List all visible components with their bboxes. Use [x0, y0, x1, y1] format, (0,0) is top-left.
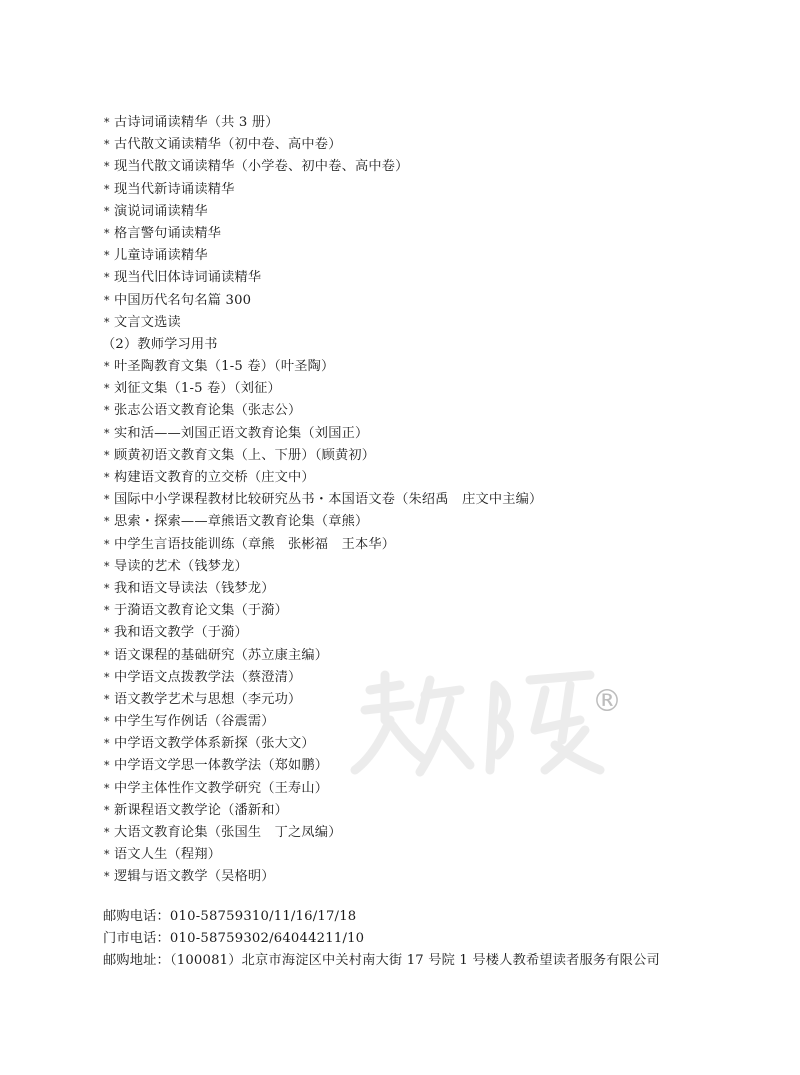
bullet-marker: *: [104, 715, 110, 729]
list-item-text: 国际中小学课程教材比较研究丛书・本国语文卷（朱绍禹 庄文中主编）: [114, 492, 543, 508]
book-list-item: [104, 156, 744, 178]
list-item-text: 语文教学艺术与思想（李元功）: [114, 691, 302, 707]
list-item-text: 中国历代名句名篇 300: [114, 292, 252, 308]
bullet-marker: *: [104, 382, 110, 396]
book-list-item: [104, 245, 744, 267]
list-item-text: 于漪语文教育论文集（于漪）: [114, 603, 289, 619]
bullet-marker: *: [104, 160, 110, 174]
book-list-item: [104, 489, 744, 511]
list-item-text: 刘征文集（1-5 卷）（刘征）: [114, 381, 281, 397]
mail-order-phone: 邮购电话：010-58759310/11/16/17/18: [103, 909, 357, 924]
list-item-text: 文言文选读: [114, 314, 181, 330]
bullet-marker: *: [104, 692, 110, 706]
bullet-marker: *: [104, 182, 110, 196]
book-list-item: [104, 201, 744, 223]
bullet-marker: *: [104, 537, 110, 551]
list-item-text: （2）教师学习用书: [102, 336, 218, 352]
bullet-marker: *: [104, 315, 110, 329]
list-item-text: 中学主体性作文教学研究（王寿山）: [114, 780, 329, 796]
bullet-marker: *: [104, 426, 110, 440]
book-list-item: [104, 134, 744, 156]
bullet-marker: *: [104, 493, 110, 507]
bullet-marker: *: [104, 448, 110, 462]
store-phone: 门市电话：010-58759302/64044211/10: [103, 931, 365, 946]
bullet-marker: *: [104, 249, 110, 263]
list-item-text: 古代散文诵读精华（初中卷、高中卷）: [114, 137, 342, 153]
bullet-marker: *: [104, 559, 110, 573]
mail-order-address: 邮购地址：（100081）北京市海淀区中关村南大街 17 号院 1 号楼人教希望读者服务有限公司: [103, 953, 660, 968]
publisher-logo-watermark: [330, 660, 630, 790]
list-item-text: 顾黄初语文教育文集（上、下册）（顾黄初）: [114, 447, 376, 463]
list-item-text: 叶圣陶教育文集（1-5 卷）（叶圣陶）: [114, 359, 335, 375]
book-list-item: [104, 556, 744, 578]
book-list-item: [104, 400, 744, 422]
list-item-text: 现当代新诗诵读精华: [114, 181, 235, 197]
bullet-marker: *: [104, 626, 110, 640]
book-list-item: [104, 112, 744, 134]
bullet-marker: *: [104, 271, 110, 285]
list-item-text: 新课程语文教学论（潘新和）: [114, 802, 289, 818]
book-list-item: [104, 445, 744, 467]
bullet-marker: *: [104, 138, 110, 152]
bullet-marker: *: [104, 204, 110, 218]
bullet-marker: *: [104, 293, 110, 307]
bullet-marker: *: [104, 581, 110, 595]
bullet-marker: *: [104, 360, 110, 374]
book-list-item: [104, 600, 744, 622]
book-list-item: [104, 179, 744, 201]
list-item-text: 格言警句诵读精华: [114, 225, 222, 241]
bullet-marker: *: [104, 870, 110, 884]
list-item-text: 逻辑与语文教学（吴格明）: [114, 869, 275, 885]
list-item-text: 中学语文点拨教学法（蔡澄清）: [114, 669, 302, 685]
bullet-marker: *: [104, 803, 110, 817]
list-item-text: 构建语文教育的立交桥（庄文中）: [114, 470, 315, 485]
book-list-item: [104, 534, 744, 556]
book-list-item: [104, 312, 744, 334]
bullet-marker: *: [104, 471, 110, 484]
list-item-text: 中学语文教学体系新探（张大文）: [114, 736, 315, 752]
book-list-item: [104, 822, 744, 844]
bullet-marker: *: [104, 737, 110, 751]
bullet-marker: *: [104, 515, 110, 529]
bullet-marker: *: [104, 226, 110, 240]
list-item-text: 古诗词诵读精华（共 3 册）: [114, 115, 279, 130]
bullet-marker: *: [104, 604, 110, 618]
list-item-text: 语文课程的基础研究（苏立康主编）: [114, 647, 329, 663]
bullet-marker: *: [104, 670, 110, 684]
book-list-item: [104, 223, 744, 245]
list-item-text: 中学生言语技能训练（章熊 张彬福 王本华）: [114, 536, 396, 552]
bullet-marker: *: [104, 781, 110, 795]
bullet-marker: *: [104, 759, 110, 773]
book-list-item: [104, 800, 744, 822]
list-item-text: 大语文教育论集（张国生 丁之凤编）: [114, 825, 342, 840]
book-list-item: [104, 511, 744, 533]
list-item-text: 实和活——刘国正语文教育论集（刘国正）: [114, 425, 369, 441]
book-list-item: [104, 467, 744, 489]
book-list-item: [104, 866, 744, 888]
list-item-text: 语文人生（程翔）: [114, 847, 222, 863]
book-list-item: [104, 267, 744, 289]
book-list-item: [104, 378, 744, 400]
list-item-text: 中学生写作例话（谷震需）: [114, 714, 275, 730]
book-list-item: [104, 578, 744, 600]
list-item-text: 导读的艺术（钱梦龙）: [114, 558, 248, 574]
contact-info: [103, 906, 753, 972]
bullet-marker: *: [104, 848, 110, 862]
list-item-text: 张志公语文教育论集（张志公）: [114, 403, 302, 419]
list-item-text: 我和语文教学（于漪）: [114, 625, 248, 641]
list-item-text: 现当代散文诵读精华（小学卷、初中卷、高中卷）: [114, 159, 409, 175]
book-list-item: [104, 423, 744, 445]
list-item-text: 现当代旧体诗词诵读精华: [114, 270, 262, 286]
book-list-item: [104, 290, 744, 312]
list-item-text: 我和语文导读法（钱梦龙）: [114, 580, 275, 596]
book-list-item: [104, 844, 744, 866]
section-heading: [102, 334, 744, 356]
bullet-marker: *: [104, 404, 110, 418]
bullet-marker: *: [104, 648, 110, 662]
book-list-item: [104, 356, 744, 378]
bullet-marker: *: [104, 826, 110, 839]
book-list-item: [104, 622, 744, 644]
registered-mark: ®: [592, 684, 622, 719]
list-item-text: 儿童诗诵读精华: [114, 248, 208, 264]
list-item-text: 思索・探索——章熊语文教育论集（章熊）: [114, 514, 369, 530]
bullet-marker: *: [104, 116, 110, 129]
list-item-text: 中学语文学思一体教学法（郑如鹏）: [114, 758, 329, 774]
list-item-text: 演说词诵读精华: [114, 203, 208, 219]
